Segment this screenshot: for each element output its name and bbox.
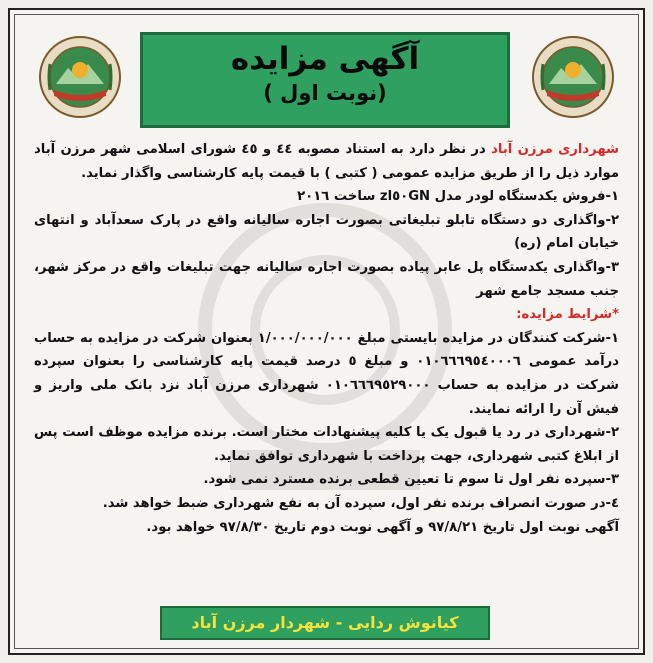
- notice-page: [8, 8, 645, 655]
- conditions-heading: *شرایط مزایده:: [516, 307, 619, 323]
- footer-signature: کیانوش ردایی - شهردار مرزن آباد: [160, 606, 490, 640]
- notice-subtitle: ( نوبت اول): [263, 81, 387, 105]
- intro-org: شهرداری مرزن آباد: [491, 142, 620, 157]
- notice-title: آگهی مزایده: [230, 41, 420, 77]
- intro-paragraph: [34, 138, 619, 185]
- municipality-logo-left: [38, 34, 122, 120]
- item-2: ٢-واگذاری دو دستگاه تابلو تبلیغاتی بصورت اجاره سالیانه واقع در پارک سعدآباد و انتهای خیابان امام (ره): [34, 212, 619, 252]
- item-3: ٣-واگذاری یکدستگاه پل عابر پیاده بصورت اجاره سالیانه جهت تبلیغات واقع در مرکز شهر، جنب مسجد جامع شهر: [34, 259, 619, 299]
- notice-body: [34, 138, 619, 539]
- header-band: [140, 32, 510, 128]
- dates-line: آگهی نوبت اول تاریخ ٩٧/٨/٢١ و آگهی نوبت دوم تاریخ ٩٧/٨/٣٠ خواهد بود.: [146, 519, 619, 535]
- item-1: ١-فروش یکدستگاه لودر مدل zl٥٠GN ساخت ٢٠١٦: [297, 189, 619, 205]
- condition-2: ٢-شهرداری در رد یا قبول یک یا کلیه پیشنهادات مختار است. برنده مزایده موظف است پس از ابلاغ کتبی شهرداری، جهت پرداخت با شهرداری توافق نماید.: [34, 425, 619, 464]
- municipality-logo-right: [531, 34, 615, 120]
- condition-3: ٣-سپرده نفر اول تا سوم تا تعیین قطعی برنده مسترد نمی شود.: [203, 472, 619, 488]
- intro-text: در نظر دارد به استناد مصوبه ٤٤ و ٤٥ شورای اسلامی شهر مرزن آباد موارد ذیل را از طریق مزایده عمومی ( کتبی ) با قیمت پایه کارشناسی واگذار نماید.: [34, 142, 619, 181]
- condition-4: ٤-در صورت انصراف برنده نفر اول، سپرده آن به نفع شهرداری ضبط خواهد شد.: [102, 495, 619, 511]
- condition-1: ١-شرکت کنندگان در مزایده بایستی مبلغ ١/٠٠٠/٠٠٠/٠٠٠ بعنوان شرکت در مزایده به حساب درآمد عمومی ٠١٠٦٦٦٩٥٤٠٠٠٦ و مبلغ ٥ درصد قیمت پایه کارشناسی را بعنوان سپرده شرکت در مزایده به حساب ٠١٠٦٦٦٩٥٢٩٠٠٠ شهرداری مرزن آباد نزد بانک ملی واریز و فیش آن را ارائه نمایند.: [34, 330, 619, 417]
